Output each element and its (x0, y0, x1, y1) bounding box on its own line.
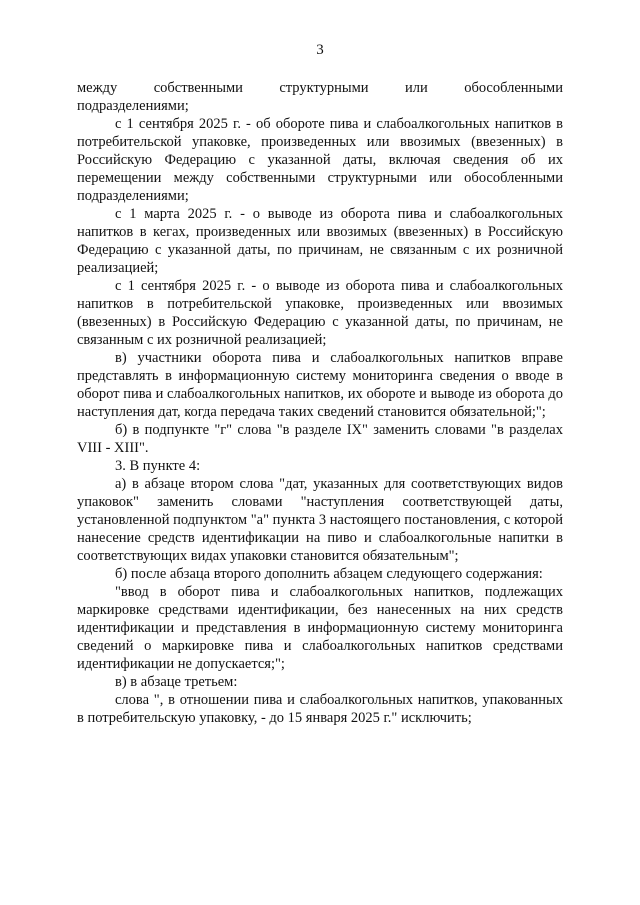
paragraph-subitem-v-participants: в) участники оборота пива и слабоалкогольных напитков вправе представлять в информационную систему мониторинга сведения о вводе в оборот пива и слабоалкогольных напитков, их обороте и выводе из оборота до наступления дат, когда передача таких сведений становится обязательной;"; (77, 350, 563, 420)
paragraph-words-excluded: слова ", в отношении пива и слабоалкогольных напитков, упакованных в потребительскую упаковку, - до 15 января 2025 г." исключить; (77, 692, 563, 726)
page-number: 3 (316, 42, 324, 58)
document-body (77, 79, 563, 727)
paragraph-continuation-end: подразделениями; (77, 98, 189, 114)
paragraph-beer-turnover-consumer-packaging: с 1 сентября 2025 г. - об обороте пива и слабоалкогольных напитков в потребительской упаковке, произведенных или ввозимых (ввезенных) в Российскую Федерацию с указанной даты, включая сведения об их перемещении между собственными структурными или обособленными подразделениями; (77, 116, 563, 204)
paragraph-withdrawal-kegs: с 1 марта 2025 г. - о выводе из оборота пива и слабоалкогольных напитков в кегах, произведенных или ввозимых (ввезенных) в Российскую Федерацию с указанной даты, по причинам, не связанным с их розничной реализацией; (77, 206, 563, 276)
paragraph-subitem-b-add-abzac: б) после абзаца второго дополнить абзацем следующего содержания: (115, 566, 543, 582)
paragraph-subitem-b-sections: б) в подпункте "г" слова "в разделе IX" заменить словами "в разделах VIII - XIII". (77, 422, 563, 456)
paragraph-item-3-point-4: 3. В пункте 4: (115, 458, 201, 474)
paragraph-withdrawal-consumer-packaging: с 1 сентября 2025 г. - о выводе из оборота пива и слабоалкогольных напитков в потребительской упаковке, произведенных или ввозимых (ввезенных) в Российскую Федерацию с указанной даты, по причинам, не связанным с их розничной реализацией; (77, 278, 563, 348)
paragraph-quoted-new-abzac: "ввод в оборот пива и слабоалкогольных напитков, подлежащих маркировке средствами идентификации, без нанесенных на них средств идентификации и представления в информационную систему мониторинга сведений о маркировке пива и слабоалкогольных напитков средствами идентификации не допускается;"; (77, 584, 563, 672)
paragraph-subitem-a-second-abzac: а) в абзаце втором слова "дат, указанных для соответствующих видов упаковок" заменить словами "наступления соответствующей даты, установленной подпунктом "а" пункта 3 настоящего постановления, с которой нанесение средств идентификации на пиво и слабоалкогольные напитки в соответствующих видах упаковки становится обязательным"; (77, 476, 563, 564)
paragraph-continuation-line: между собственными структурными или обособленными (77, 80, 563, 96)
paragraph-subitem-v-third-abzac: в) в абзаце третьем: (115, 674, 238, 690)
